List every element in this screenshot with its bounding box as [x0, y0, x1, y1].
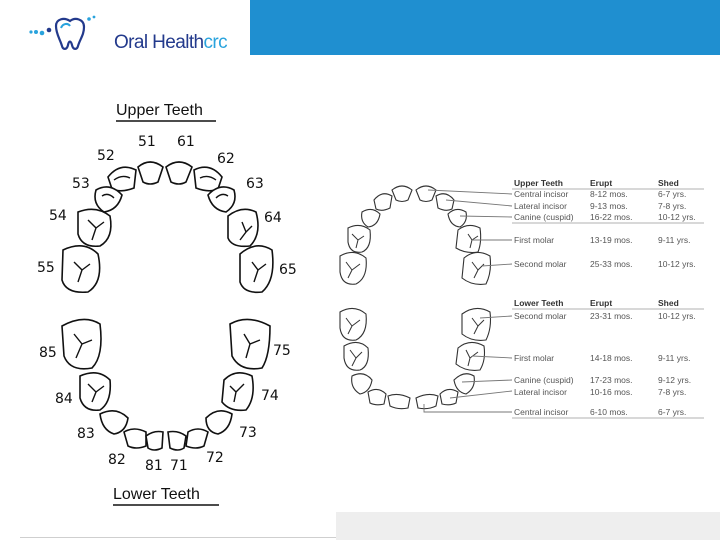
logo-suffix: crc	[203, 32, 228, 53]
label-51: 51	[138, 134, 156, 150]
upper-row-1-tooth: Lateral incisor	[514, 201, 567, 211]
upper-row-3-erupt: 13-19 mos.	[590, 235, 633, 245]
lower-row-3-shed: 7-8 yrs.	[658, 387, 687, 397]
chart-upper-central-incisor-right	[416, 186, 436, 202]
label-62: 62	[217, 151, 235, 167]
chart-lower-lateral-incisor-left	[368, 389, 386, 404]
chart-upper-lateral-incisor-left	[374, 194, 392, 211]
col-header-erupt-upper: Erupt	[590, 178, 613, 188]
lower-row-0-tooth: Second molar	[514, 311, 567, 321]
upper-row-4-shed: 10-12 yrs.	[658, 259, 696, 269]
label-83: 83	[77, 426, 95, 442]
label-65: 65	[279, 262, 297, 278]
chart-upper-lateral-incisor-right	[436, 194, 454, 211]
label-64: 64	[264, 210, 282, 226]
lower-row-0-shed: 10-12 yrs.	[658, 311, 696, 321]
lower-row-2-shed: 9-12 yrs.	[658, 375, 692, 385]
label-53: 53	[72, 176, 90, 192]
lower-row-3-tooth: Lateral incisor	[514, 387, 567, 397]
lower-row-4-shed: 6-7 yrs.	[658, 407, 687, 417]
lower-row-1-erupt: 14-18 mos.	[590, 353, 633, 363]
lower-row-1-shed: 9-11 yrs.	[658, 353, 691, 363]
col-header-erupt-lower: Erupt	[590, 298, 613, 308]
upper-row-2-shed: 10-12 yrs.	[658, 212, 696, 222]
upper-row-4-tooth: Second molar	[514, 259, 567, 269]
chart-lower-central-incisor-left	[388, 394, 410, 408]
upper-row-1-erupt: 9-13 mos.	[590, 201, 628, 211]
logo-name: Oral Health	[114, 32, 204, 53]
chart-lower-central-incisor-right	[416, 394, 438, 408]
chart-upper-first-molar-right	[456, 225, 481, 252]
label-52: 52	[97, 148, 115, 164]
label-61: 61	[177, 134, 195, 150]
chart-lower-first-molar-left	[344, 342, 368, 370]
label-82: 82	[108, 452, 126, 468]
label-73: 73	[239, 425, 257, 441]
lower-row-2-erupt: 17-23 mos.	[590, 375, 633, 385]
label-63: 63	[246, 176, 264, 192]
col-header-shed-upper: Shed	[658, 178, 679, 188]
label-55: 55	[37, 260, 55, 276]
label-71: 71	[170, 458, 188, 474]
label-75: 75	[273, 343, 291, 359]
upper-row-3-shed: 9-11 yrs.	[658, 235, 691, 245]
lower-row-2-tooth: Canine (cuspid)	[514, 375, 574, 385]
lower-row-4-tooth: Central incisor	[514, 407, 569, 417]
label-81: 81	[145, 458, 163, 474]
lower-teeth-table-title: Lower Teeth	[514, 298, 564, 308]
lower-row-3-erupt: 10-16 mos.	[590, 387, 633, 397]
upper-row-0-shed: 6-7 yrs.	[658, 189, 687, 199]
label-54: 54	[49, 208, 67, 224]
upper-row-2-erupt: 16-22 mos.	[590, 212, 633, 222]
upper-row-0-erupt: 8-12 mos.	[590, 189, 628, 199]
lower-teeth-title: Lower Teeth	[113, 486, 200, 503]
chart-upper-second-molar-left	[340, 252, 366, 284]
chart-lower-second-molar-left	[340, 308, 366, 340]
label-84: 84	[55, 391, 73, 407]
lower-row-4-erupt: 6-10 mos.	[590, 407, 628, 417]
lower-row-0-erupt: 23-31 mos.	[590, 311, 633, 321]
upper-teeth-table-title: Upper Teeth	[514, 178, 563, 188]
upper-teeth-title: Upper Teeth	[116, 102, 203, 119]
upper-row-4-erupt: 25-33 mos.	[590, 259, 633, 269]
chart-upper-canine-right	[448, 209, 466, 227]
chart-upper-central-incisor-left	[392, 186, 412, 202]
upper-row-3-tooth: First molar	[514, 235, 555, 245]
upper-row-2-tooth: Canine (cuspid)	[514, 212, 574, 222]
upper-row-0-tooth: Central incisor	[514, 189, 569, 199]
label-85: 85	[39, 345, 57, 361]
chart-upper-canine-left	[362, 209, 380, 227]
label-72: 72	[206, 450, 224, 466]
upper-row-1-shed: 7-8 yrs.	[658, 201, 687, 211]
lower-row-1-tooth: First molar	[514, 353, 555, 363]
label-74: 74	[261, 388, 279, 404]
col-header-shed-lower: Shed	[658, 298, 679, 308]
